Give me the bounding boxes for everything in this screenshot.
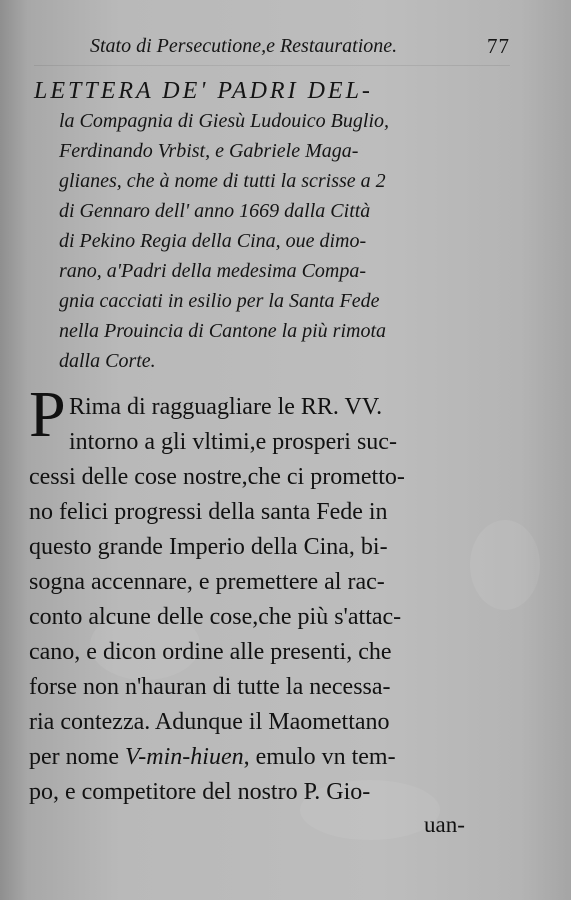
heading-line: la Compagnia di Giesù Ludouico Buglio, (59, 110, 389, 132)
drop-cap: P (29, 378, 66, 451)
heading-line: gnia cacciati in esilio per la Santa Fede (59, 290, 380, 312)
text-line: sogna accennare, e premettere al rac- (29, 569, 385, 595)
heading-line: LETTERA DE' PADRI DEL- (34, 78, 373, 104)
header-rule (34, 65, 510, 66)
heading-line: dalla Corte. (59, 350, 156, 372)
text-line: cessi delle cose nostre,che ci prometto- (29, 464, 405, 490)
text-fragment: per nome (29, 744, 125, 770)
text-line: po, e competitore del nostro P. Gio- (29, 779, 371, 805)
text-line: questo grande Imperio della Cina, bi- (29, 534, 388, 560)
text-fragment: , emulo vn tem- (243, 744, 396, 770)
running-header (90, 34, 510, 58)
heading-line: glianes, che à nome di tutti la scrisse a 2 (59, 170, 386, 192)
text-line: Rima di ragguagliare le RR. VV. (69, 394, 383, 420)
text-line: conto alcune delle cose,che più s'attac- (29, 604, 402, 630)
catchword: uan- (424, 812, 465, 837)
heading-line: nella Prouincia di Cantone la più rimota (59, 320, 387, 342)
text-line: ria contezza. Adunque il Maomettano (29, 709, 390, 735)
heading-line: Ferdinando Vrbist, e Gabriele Maga- (59, 140, 359, 162)
paper-foxing-mark (470, 520, 540, 610)
running-title: Stato di Persecutione,e Restauratione. (90, 35, 398, 57)
italic-name: V-min-hiuen (124, 744, 244, 770)
heading-line: di Gennaro dell' anno 1669 dalla Città (59, 200, 371, 222)
text-line (29, 740, 396, 775)
text-line: cano, e dicon ordine alle presenti, che (29, 639, 392, 665)
heading-line: di Pekino Regia della Cina, oue dimo- (59, 230, 367, 252)
page-number: 77 (487, 34, 510, 58)
heading-line: rano, a'Padri della medesima Compa- (59, 260, 367, 282)
text-line: intorno a gli vltimi,e prosperi suc- (69, 429, 397, 455)
text-line: forse non n'hauran di tutte la necessa- (29, 674, 391, 700)
text-line: no felici progressi della santa Fede in (29, 499, 388, 525)
